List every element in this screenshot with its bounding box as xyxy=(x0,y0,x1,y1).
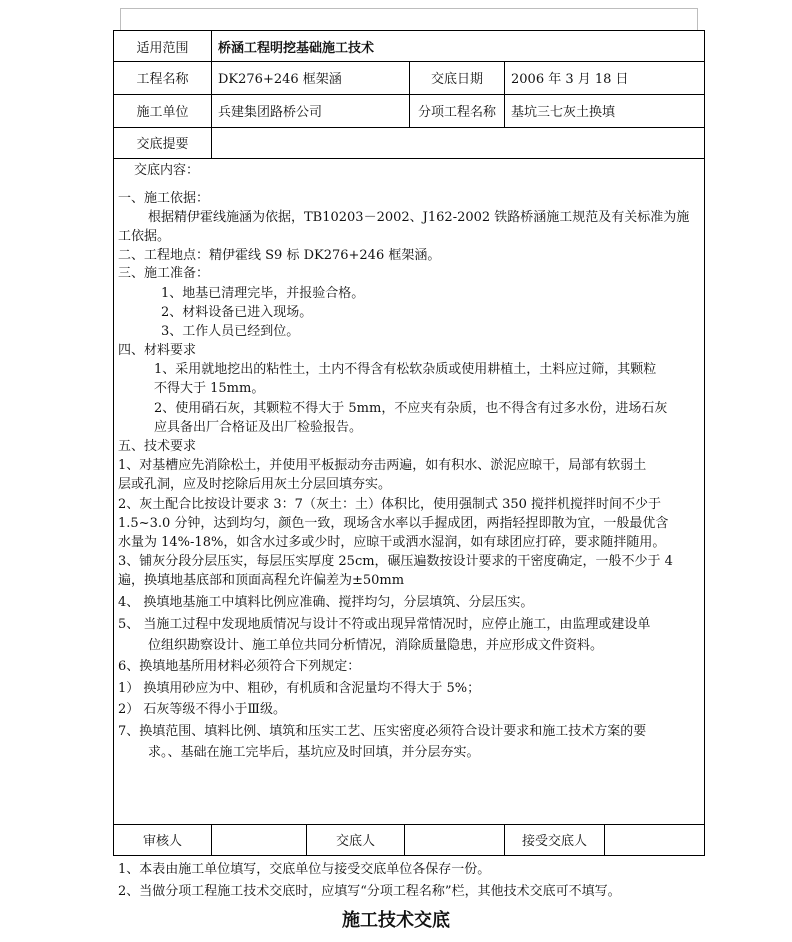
reviewer-label: 审核人 xyxy=(114,824,212,855)
content-line: 二、工程地点：精伊霍线 S9 标 DK276+246 框架涵。 xyxy=(118,248,441,263)
summary-label: 交底提要 xyxy=(114,127,212,158)
content-line: 1、采用就地挖出的粘性土，土内不得含有松软杂质或使用耕植土，土料应过筛，其颗粒 xyxy=(154,362,657,377)
project-label: 工程名称 xyxy=(114,61,212,94)
discloser-label: 交底人 xyxy=(307,824,405,855)
content-line: 1、地基已清理完毕，并报验合格。 xyxy=(161,286,365,301)
content-line: 水量为 14%-18%，如含水过多或少时，应晾干或洒水湿润，如有球团应打碎，要求随拌随用。 xyxy=(118,535,666,550)
content-line: 1.5~3.0 分钟，达到均匀，颜色一致，现场含水率以手握成团，两指轻捏即散为宜，一般最优含 xyxy=(118,516,669,531)
document-title: 施工技术交底 xyxy=(342,910,450,931)
content-line: 2、灰土配合比按设计要求 3：7（灰土：土）体积比，使用强制式 350 搅拌机搅拌时间不少于 xyxy=(118,497,662,512)
reviewer-value xyxy=(212,824,307,855)
content-line: 5、 当施工过程中发现地质情况与设计不符或出现异常情况时，应停止施工，由监理或建设单 xyxy=(118,617,651,632)
content-line: 层或孔洞，应及时挖除后用灰土分层回填夯实。 xyxy=(118,477,392,492)
note-2: 2、当做分项工程施工技术交底时，应填写“分项工程名称”栏，其他技术交底可不填写。 xyxy=(118,884,621,899)
content-line: 4、 换填地基施工中填料比例应准确、搅拌均匀，分层填筑、分层压实。 xyxy=(118,595,534,610)
content-line: 2） 石灰等级不得小于Ⅲ级。 xyxy=(118,702,286,717)
unit-label: 施工单位 xyxy=(114,94,212,127)
date-value: 2006 年 3 月 18 日 xyxy=(511,72,629,87)
content-line: 3、工作人员已经到位。 xyxy=(161,324,300,339)
subproject-value: 基坑三七灰土换填 xyxy=(511,105,616,120)
discloser-value xyxy=(405,824,505,855)
content-line: 6、换填地基所用材料必须符合下列规定： xyxy=(118,659,361,674)
content-line: 3、铺灰分段分层压实，每层压实厚度 25cm，碾压遍数按设计要求的干密度确定，一般不少于 4 xyxy=(118,554,673,569)
content-line: 四、材料要求 xyxy=(118,343,197,358)
content-line: 应具备出厂合格证及出厂检验报告。 xyxy=(154,420,363,435)
scope-row xyxy=(114,31,704,62)
date-label: 交底日期 xyxy=(410,61,505,94)
receiver-label: 接受交底人 xyxy=(505,824,605,855)
receiver-value xyxy=(605,824,704,855)
summary-row xyxy=(114,127,704,159)
scope-value: 桥涵工程明挖基础施工技术 xyxy=(218,40,375,56)
project-value: DK276+246 框架涵 xyxy=(212,61,410,94)
content-line: 求。、基础在施工完毕后，基坑应及时回填，并分层夯实。 xyxy=(148,745,480,760)
content-line: 根据精伊霍线施涵为依据，TB10203－2002、J162-2002 铁路桥涵施工规范及有关标准为施 xyxy=(148,210,690,225)
content-heading: 交底内容： xyxy=(134,163,200,178)
content-line: 五、技术要求 xyxy=(118,439,197,454)
unit-value: 兵建集团路桥公司 xyxy=(212,94,410,127)
content-line: 遍，换填地基底部和顶面高程允许偏差为±50mm xyxy=(118,573,405,588)
content-line: 1、对基槽应先消除松土，并使用平板振动夯击两遍，如有积水、淤泥应晾干，局部有软弱土 xyxy=(118,458,647,473)
content-line: 2、材料设备已进入现场。 xyxy=(161,305,313,320)
disclosure-form xyxy=(113,30,705,856)
content-line: 位组织勘察设计、施工单位共同分析情况，消除质量隐患，并应形成文件资料。 xyxy=(148,638,604,653)
note-1: 1、本表由施工单位填写，交底单位与接受交底单位各保存一份。 xyxy=(118,862,491,877)
unit-row xyxy=(114,94,704,128)
page-edge xyxy=(120,8,698,31)
content-line: 1） 换填用砂应为中、粗砂，有机质和含泥量均不得大于 5%； xyxy=(118,681,481,696)
content-line: 7、换填范围、填料比例、填筑和压实工艺、压实密度必须符合设计要求和施工技术方案的要 xyxy=(118,724,647,739)
content-line: 工依据。 xyxy=(118,229,171,244)
summary-value xyxy=(212,127,704,158)
content-line: 2、使用硝石灰，其颗粒不得大于 5mm，不应夹有杂质，也不得含有过多水份，进场石灰 xyxy=(154,401,668,416)
content-line: 一、施工依据： xyxy=(118,191,210,206)
signature-row xyxy=(114,824,704,855)
subproject-label: 分项工程名称 xyxy=(410,94,505,127)
content-line: 三、施工准备： xyxy=(118,266,210,281)
disclosure-content xyxy=(114,158,704,825)
scope-label: 适用范围 xyxy=(114,31,212,61)
content-line: 不得大于 15mm。 xyxy=(154,381,265,396)
project-row xyxy=(114,61,704,95)
